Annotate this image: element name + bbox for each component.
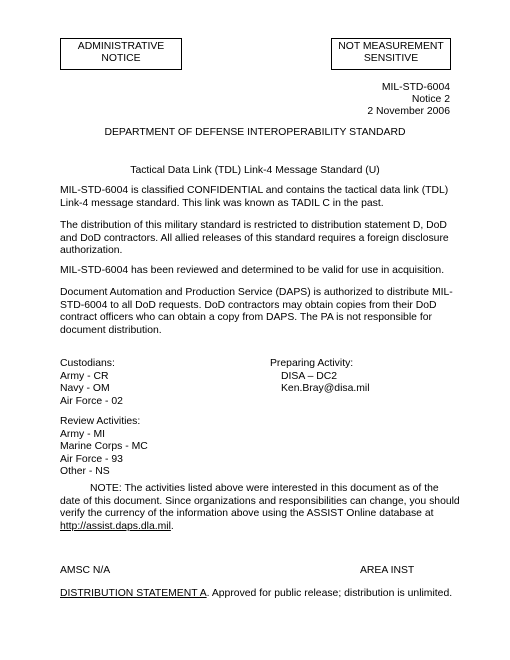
admin-notice-line-1: ADMINISTRATIVE [77,41,165,52]
admin-notice-line-2: NOTICE [101,52,141,64]
notice-number: Notice 2 [411,94,450,106]
custodians-block [60,358,123,408]
department-title: DEPARTMENT OF DEFENSE INTEROPERABILITY STANDARD [104,127,406,138]
distribution-statement-text: . Approved for public release; distribution is unlimited. [206,588,453,599]
custodian-item: Navy - OM [60,383,110,395]
document-number: MIL-STD-6004 [381,82,450,93]
distribution-statement [60,588,452,601]
subject-title: Tactical Data Link (TDL) Link-4 Message Standard (U) [130,165,380,176]
not-measurement-sensitive-box [331,38,451,70]
review-activity-item: Marine Corps - MC [60,441,148,453]
not-measurement-line-2: SENSITIVE [363,52,419,64]
document-info [250,82,450,119]
review-activity-item: Air Force - 93 [60,453,123,465]
assist-link[interactable]: http://assist.daps.dla.mil [60,520,171,532]
review-activities-block [60,416,148,479]
not-measurement-line-1: NOT MEASUREMENT [338,41,444,52]
paragraph-validity: MIL-STD-6004 has been reviewed and determined to be valid for use in acquisition. [60,265,445,276]
administrative-notice-box [60,38,182,70]
document-date: 2 November 2006 [367,106,450,118]
preparing-activity-heading: Preparing Activity: [270,358,354,369]
preparing-activity-email: Ken.Bray@disa.mil [281,383,370,395]
review-activity-item: Army - MI [60,428,106,440]
review-activity-item: Other - NS [60,466,110,478]
paragraph-classification: MIL-STD-6004 is classified CONFIDENTIAL and contains the tactical data link (TDL) Link-4 message standard. This link was known as TADIL C in the past. [60,185,449,209]
amsc-label: AMSC N/A [60,565,111,576]
custodian-item: Army - CR [60,370,109,382]
paragraph-daps: Document Automation and Production Service (DAPS) is authorized to distribute MIL- STD-6004 to all DoD requests. DoD contractors may obtain copies from their DoD contract officers who can obtain a copy from DAPS. The PA is not responsible for document distribution. [60,287,453,336]
note-paragraph: NOTE: The activities listed above were interested in this document as of the date of this document. Since organizations and responsibilities can change, you should verify the currency of the information above using the ASSIST Online database at http://assist.daps.dla.mil. [60,483,460,532]
preparing-activity-item: DISA – DC2 [281,370,338,382]
distribution-statement-label: DISTRIBUTION STATEMENT A [60,588,207,599]
preparing-activity-block [270,358,370,396]
custodians-heading: Custodians: [60,358,115,369]
custodian-item: Air Force - 02 [60,395,123,407]
area-label: AREA INST [360,565,415,576]
paragraph-distribution: The distribution of this military standard is restricted to distribution statement D, DoD and DoD contractors. All allied releases of this standard requires a foreign disclosure authorization. [60,220,449,257]
review-activities-heading: Review Activities: [60,416,141,427]
